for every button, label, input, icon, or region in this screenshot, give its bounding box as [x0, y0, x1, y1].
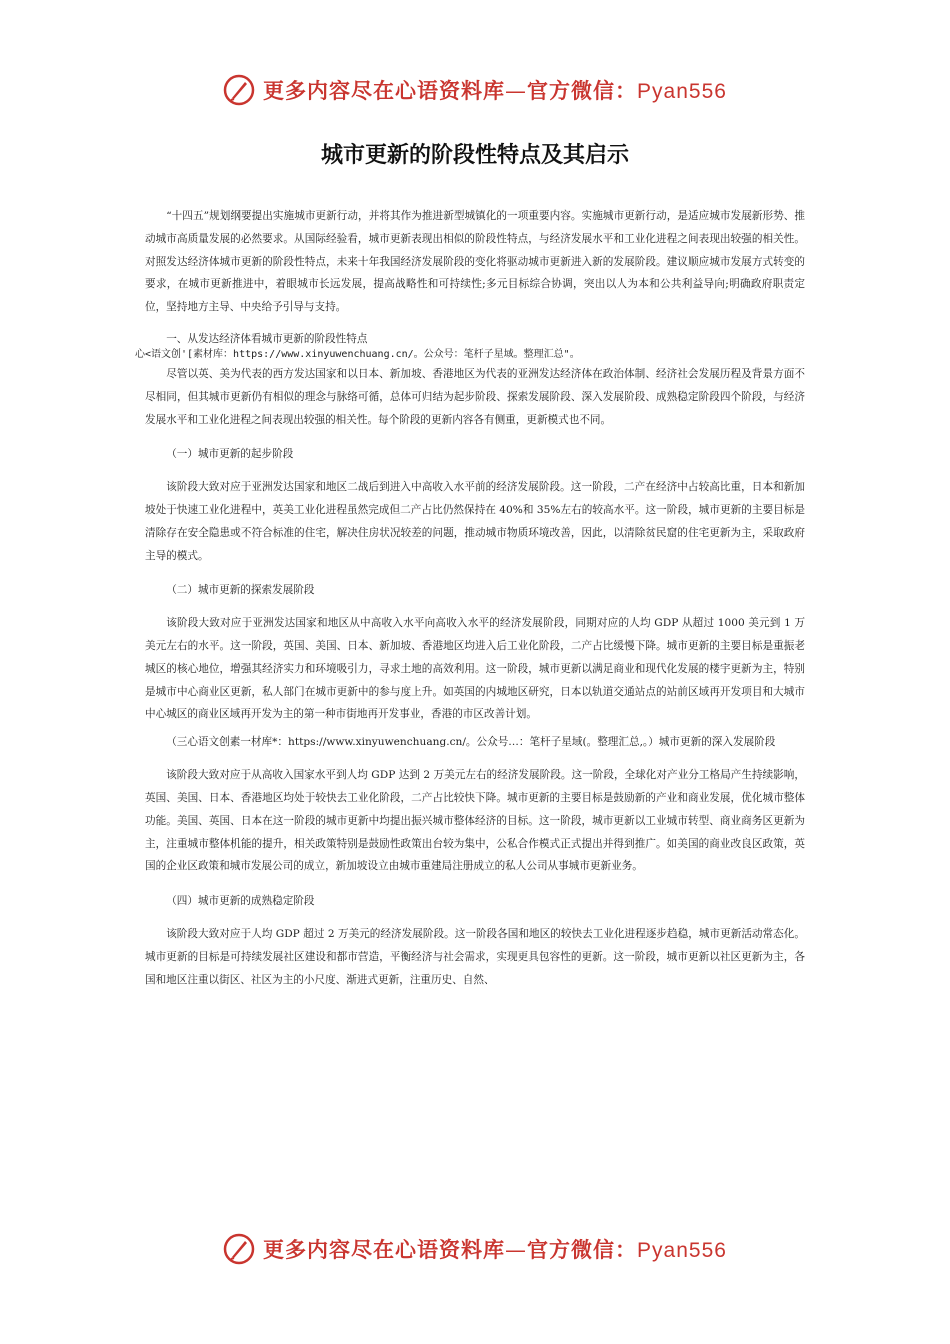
stage2-paragraph: 该阶段大致对应于亚洲发达国家和地区从中高收入水平向高收入水平的经济发展阶段，同期对应的人均 GDP 从超过 1000 美元到 1 万美元左右的水平。这一阶段，英国、美国、日本、新加坡、香港地区均进入后工业化阶段，二产占比缓慢下降。城市更新的主要目标是重振老城区的核心地位，增强其经济实力和环境吸引力，寻求土地的高效利用。这一阶段，城市更新以满足商业和现代化发展的楼宇更新为主，特别是城市中心商业区更新，私人部门在城市更新中的参与度上升。如英国的内城地区研究，日本以轨道交通站点的站前区域再开发项目和大城市中心城区的商业区域再开发为主的第一种市街地再开发事业，香港的市区改善计划。	[145, 617, 805, 721]
banner-slogan: 更多内容尽在心语资料库	[263, 79, 506, 103]
intro-paragraph: “十四五”规划纲要提出实施城市更新行动，并将其作为推进新型城镇化的一项重要内容。实施城市更新行动，是适应城市发展新形势、推动城市高质量发展的必然要求。从国际经验看，城市更新表现出相似的阶段性特点，与经济发展水平和工业化进程之间表现出较强的相关性。对照发达经济体城市更新的阶段性特点，未来十年我国经济发展阶段的变化将驱动城市更新进入新的发展阶段。建议顺应城市发展方式转变的要求，在城市更新推进中，着眼城市长远发展，提高战略性和可持续性;多元目标综合协调，突出以人为本和公共利益导向;明确政府职责定位，坚持地方主导、中央给予引导与支持。	[145, 210, 805, 314]
stage4-heading: （四）城市更新的成熟稳定阶段	[166, 895, 315, 908]
stage1-paragraph: 该阶段大致对应于亚洲发达国家和地区二战后到进入中高收入水平前的经济发展阶段。这一阶段，二产在经济中占较高比重，日本和新加坡处于快速工业化进程中，英美工业化进程虽然完成但二产占比仍然保持在 40%和 35%左右的较高水平。这一阶段，城市更新的主要目标是清除存在安全隐患或不符合标准的住宅，解决住房状况较差的问题，推动城市物质环境改善，因此，以清除贫民窟的住宅更新为主，采取政府主导的模式。	[145, 481, 805, 562]
banner-wechat-id: Pyan556	[637, 80, 727, 103]
banner-separator: —	[505, 1238, 528, 1262]
footer-banner	[0, 1233, 950, 1273]
section1-watermark-note: 心<语文创'[素材库：https://www.xinyuwenchuang.cn/。公众号：笔杆子星域。整理汇总"。	[135, 348, 580, 360]
quill-logo-icon	[223, 1233, 255, 1265]
banner-wechat-label: 官方微信：	[527, 79, 638, 103]
stage3-heading: （三心语文创素一材库*：https://www.xinyuwenchuang.cn/。公众号…：笔杆子星域(。整理汇总,。）城市更新的深入发展阶段	[166, 736, 776, 749]
stage2-heading: （二）城市更新的探索发展阶段	[166, 584, 315, 597]
quill-logo-icon	[223, 74, 255, 106]
document-body	[135, 205, 805, 997]
banner-text	[263, 75, 727, 105]
banner-slogan: 更多内容尽在心语资料库	[263, 1238, 506, 1262]
banner-wechat-id: Pyan556	[637, 1239, 727, 1262]
banner-text	[263, 1234, 727, 1264]
section1-paragraph: 尽管以英、美为代表的西方发达国家和以日本、新加坡、香港地区为代表的亚洲发达经济体在政治体制、经济社会发展历程及背景方面不尽相同，但其城市更新仍有相似的理念与脉络可循，总体可归结为起步阶段、探索发展阶段、深入发展阶段、成熟稳定阶段四个阶段，与经济发展水平和工业化进程之间表现出较强的相关性。每个阶段的更新内容各有侧重，更新模式也不同。	[145, 367, 805, 426]
header-banner	[0, 74, 950, 114]
document-title: 城市更新的阶段性特点及其启示	[320, 143, 629, 168]
stage4-paragraph: 该阶段大致对应于人均 GDP 超过 2 万美元的经济发展阶段。这一阶段各国和地区的较快去工业化进程逐步趋稳，城市更新活动常态化。城市更新的目标是可持续发展社区建设和都市营造，平衡经济与社会需求，实现更具包容性的更新。这一阶段，城市更新以社区更新为主，各国和地区注重以街区、社区为主的小尺度、渐进式更新，注重历史、自然、	[145, 927, 805, 986]
stage1-heading: （一）城市更新的起步阶段	[166, 448, 294, 461]
banner-wechat-label: 官方微信：	[527, 1238, 638, 1262]
banner-separator: —	[505, 79, 528, 103]
section1-heading: 一、从发达经济体看城市更新的阶段性特点	[166, 332, 368, 345]
stage3-paragraph: 该阶段大致对应于从高收入国家水平到人均 GDP 达到 2 万美元左右的经济发展阶段。这一阶段，全球化对产业分工格局产生持续影响，英国、美国、日本、香港地区均处于较快去工业化阶段，二产占比较快下降。城市更新的主要目标是鼓励新的产业和商业发展，优化城市整体功能。美国、英国、日本在这一阶段的城市更新中均提出振兴城市整体经济的目标。这一阶段，城市更新以工业城市转型、商业商务区更新为主，注重城市整体机能的提升，相关政策特别是鼓励性政策出台较为集中，公私合作模式正式提出并得到推广。如美国的商业改良区政策，英国的企业区政策和城市发展公司的成立，新加坡设立由城市重建局注册成立的私人公司从事城市更新业务。	[145, 769, 805, 873]
